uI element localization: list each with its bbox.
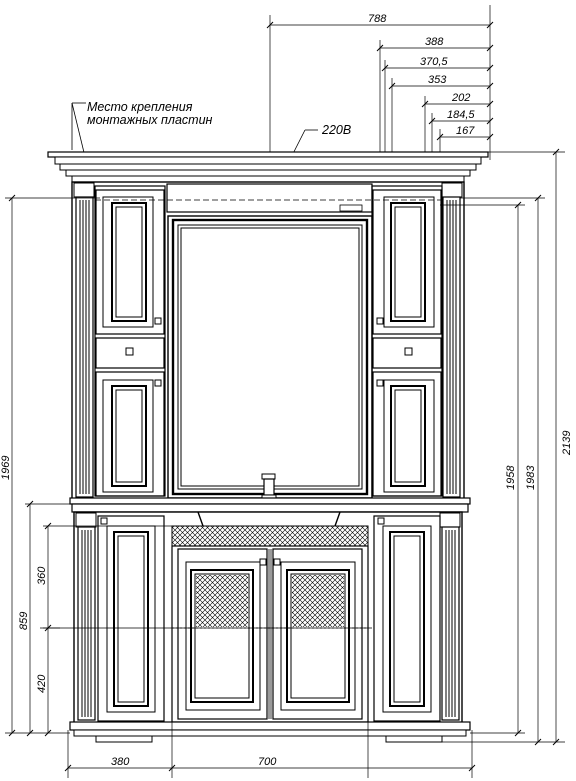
dim-388: 388 <box>425 36 444 48</box>
countertop <box>70 498 470 512</box>
mounting-plates-label-line2: монтажных пластин <box>87 113 213 127</box>
right-dimension-ticks <box>515 149 559 745</box>
dim-370-5: 370,5 <box>420 56 448 68</box>
dim-353: 353 <box>428 74 447 86</box>
plinth <box>70 722 470 742</box>
dim-167: 167 <box>456 125 475 137</box>
dim-859: 859 <box>18 611 30 630</box>
cornice <box>48 152 488 182</box>
dim-1969: 1969 <box>0 455 12 480</box>
dim-202: 202 <box>452 92 471 104</box>
dim-1983: 1983 <box>525 465 537 490</box>
dim-2139: 2139 <box>561 430 573 455</box>
dim-380: 380 <box>111 756 130 768</box>
dim-360: 360 <box>36 566 48 585</box>
dim-700: 700 <box>258 756 277 768</box>
dim-184-5: 184,5 <box>447 109 475 121</box>
mounting-plates-label-line1: Место крепления <box>87 100 193 114</box>
dim-1958: 1958 <box>505 465 517 490</box>
faucet <box>262 474 276 499</box>
dim-420: 420 <box>36 674 48 693</box>
power-label: 220В <box>322 123 352 137</box>
dim-788: 788 <box>368 13 387 25</box>
upper-body <box>72 182 464 500</box>
